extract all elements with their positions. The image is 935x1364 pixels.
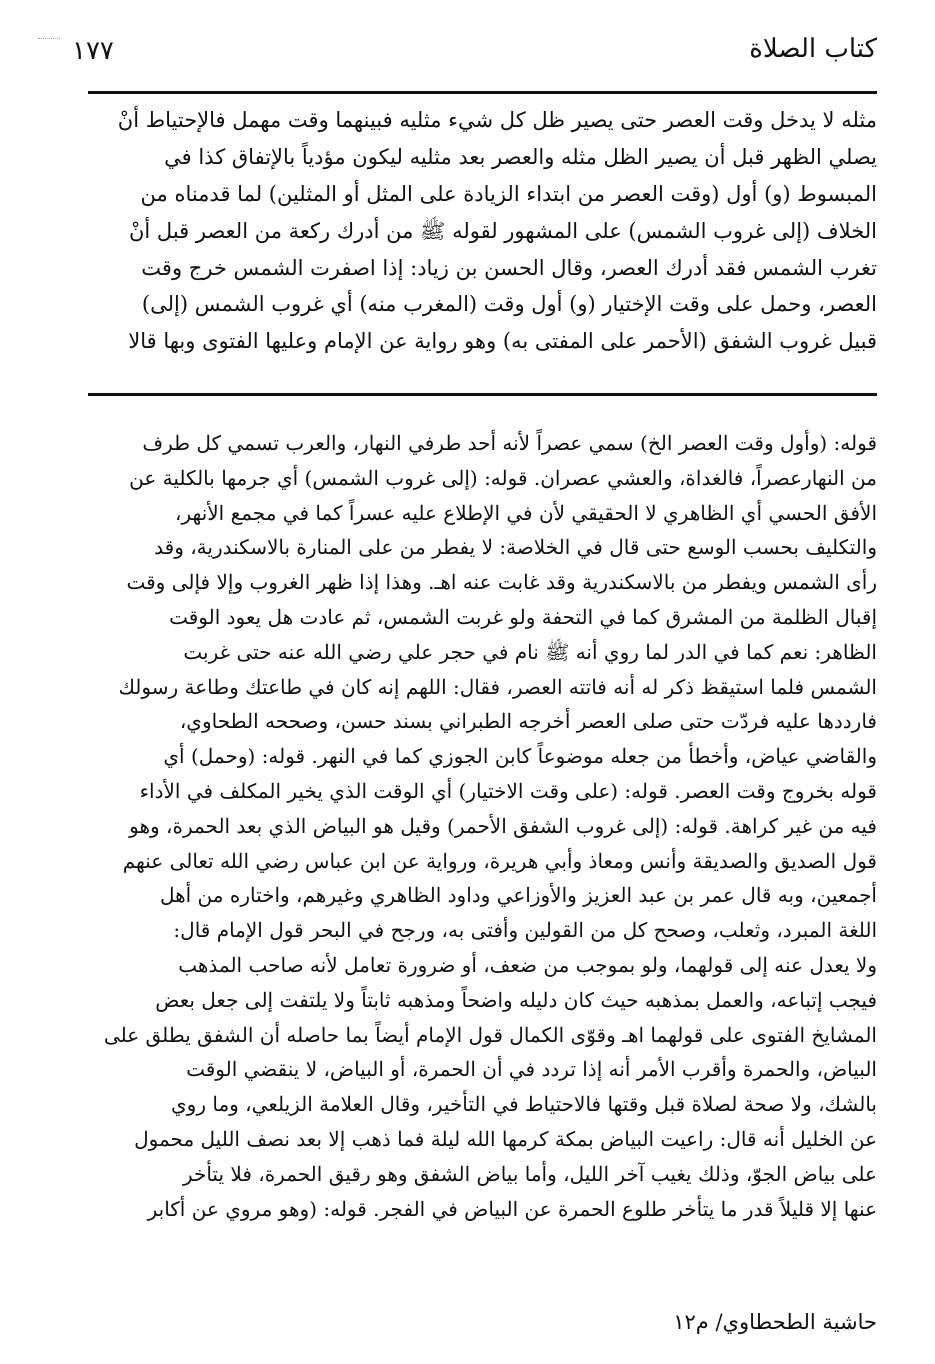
note-line: إقبال الظلمة من المشرق كما في التحفة ولو غربت الشمس، ثم عادت هل يعود الوقت [169, 604, 877, 629]
commentary-text [78, 426, 877, 1226]
main-line: مثله لا يدخل وقت العصر حتى يصير ظل كل شيء مثليه فبينهما وقت مهمل فالإحتياط أنْ [117, 108, 877, 132]
main-line: الخلاف (إلى غروب الشمس) على المشهور لقوله ﷺ من أدرك ركعة من العصر قبل أنْ [128, 218, 877, 243]
note-line: والقاضي عياض، وأخطأ من جعله موضوعاً كابن الجوزي كما في النهر. قوله: (وحمل) أي [163, 744, 877, 769]
note-line: فيه من غير كراهة. قوله: (إلى غروب الشفق الأحمر) وقيل هو البياض الذي بعد الحمرة، وهو [129, 813, 877, 838]
note-line: المشايخ الفتوى على قولهما اهـ وقوّى الكمال قول الإمام أيضاً بما حاصله أن الشفق يطلق على [103, 1022, 877, 1047]
note-line: عن الخليل أنه قال: راعيت البياض بمكة كرمها الله ليلة فما ذهب إلا بعد نصف الليل محمول [134, 1126, 877, 1151]
note-line: أجمعين، وبه قال عمر بن عبد العزيز والأوزاعي وداود الظاهري وغيرهم، واختاره من أهل [159, 883, 877, 908]
running-title: كتاب الصلاة [749, 34, 877, 64]
note-line: من النهارعصراً، فالغداة، والعشي عصران. قوله: (إلى غروب الشمس) أي جرمها بالكلية عن [129, 465, 877, 490]
main-line: تغرب الشمس فقد أدرك العصر، وقال الحسن بن زياد: إذا اصفرت الشمس خرج وقت [141, 255, 877, 280]
note-line: ولا يعدل عنه إلى قولهما، ولو بموجب من ضعف، أو ضرورة تعامل لأنه صاحب المذهب [178, 952, 877, 977]
note-line: فارددها عليه فردّت حتى صلى العصر أخرجه الطبراني بسند حسن، وصححه الطحاوي، [179, 709, 877, 734]
note-line: قوله: (وأول وقت العصر الخ) سمي عصراً لأنه أحد طرفي النهار، والعرب تسمي كل طرف [142, 431, 877, 455]
page-signature: حاشية الطحطاوي/ م١٢ [673, 1310, 877, 1334]
main-line: العصر، وحمل على وقت الإختيار (و) أول وقت (المغرب منه) أي غروب الشمس (إلى) [141, 292, 877, 317]
section-divider [88, 393, 877, 396]
scan-mark [38, 38, 60, 39]
note-line: الظاهر: نعم كما في الدر لما روي أنه ﷺ نام في حجر علي رضي الله عنه حتى غربت [183, 639, 877, 664]
page-number: ١٧٧ [72, 36, 114, 66]
note-line: على بياض الجوّ، وذلك يغيب آخر الليل، وأما بياض الشفق وهو رقيق الحمرة، فلا يتأخر [182, 1161, 877, 1186]
header-rule [88, 91, 877, 94]
note-line: قوله بخروج وقت العصر. قوله: (على وقت الاختيار) أي الوقت الذي يخير المكلف في الأداء [139, 778, 877, 803]
note-line: قول الصديق والصديقة وأنس ومعاذ وأبي هريرة، ورواية عن ابن عباس رضي الله تعالى عنهم [122, 848, 877, 873]
main-line: المبسوط (و) أول (وقت العصر من ابتداء الزيادة على المثل أو المثلين) لما قدمناه من [140, 181, 877, 206]
note-line: بالشك، ولا صحة لصلاة قبل وقتها فالاحتياط في التأخير، وقال العلامة الزيلعي، وما روي [171, 1092, 877, 1117]
page-header [72, 30, 877, 80]
main-line: قبيل غروب الشفق (الأحمر على المفتى به) وهو رواية عن الإمام وعليها الفتوى وبها قالا [128, 329, 877, 354]
note-line: الأفق الحسي أي الظاهري لا الحقيقي لأن في الإطلاع عليه عسراً كما في مجمع الأنهر، [174, 500, 877, 525]
note-line: البياض، والحمرة وأقرب الأمر أنه إذا تردد في أن الحمرة، أو البياض، لا ينقضي الوقت [186, 1057, 877, 1082]
note-line: اللغة المبرد، وثعلب، وصحح كل من القولين وأفتى به، ورجح في البحر قول الإمام قال: [173, 918, 877, 943]
main-line: يصلي الظهر قبل أن يصير الظل مثله والعصر بعد مثليه ليكون مؤدياً بالإتفاق كذا في [164, 144, 877, 169]
note-line: فيجب إتباعه، والعمل بمذهبه حيث كان دليله واضحاً ومذهبه ثابتاً ولا يلتفت إلى جعل بعض [155, 987, 877, 1012]
note-line: عنها إلا قليلاً قدر ما يتأخر طلوع الحمرة عن البياض في الفجر. قوله: (وهو مروي عن أكابر [147, 1196, 877, 1221]
note-line: رأى الشمس ويفطر من بالاسكندرية وقد غابت عنه اهـ. وهذا إذا ظهر الغروب وإلا فإلى وقت [126, 570, 877, 595]
main-text [78, 102, 877, 360]
note-line: الشمس فلما استيقظ ذكر له أنه فاتته العصر، فقال: اللهم إنه كان في طاعتك وطاعة رسولك [118, 674, 877, 699]
note-line: والتكليف بحسب الوسع حتى قال في الخلاصة: لا يفطر من على المنارة بالاسكندرية، وقد [154, 535, 877, 560]
